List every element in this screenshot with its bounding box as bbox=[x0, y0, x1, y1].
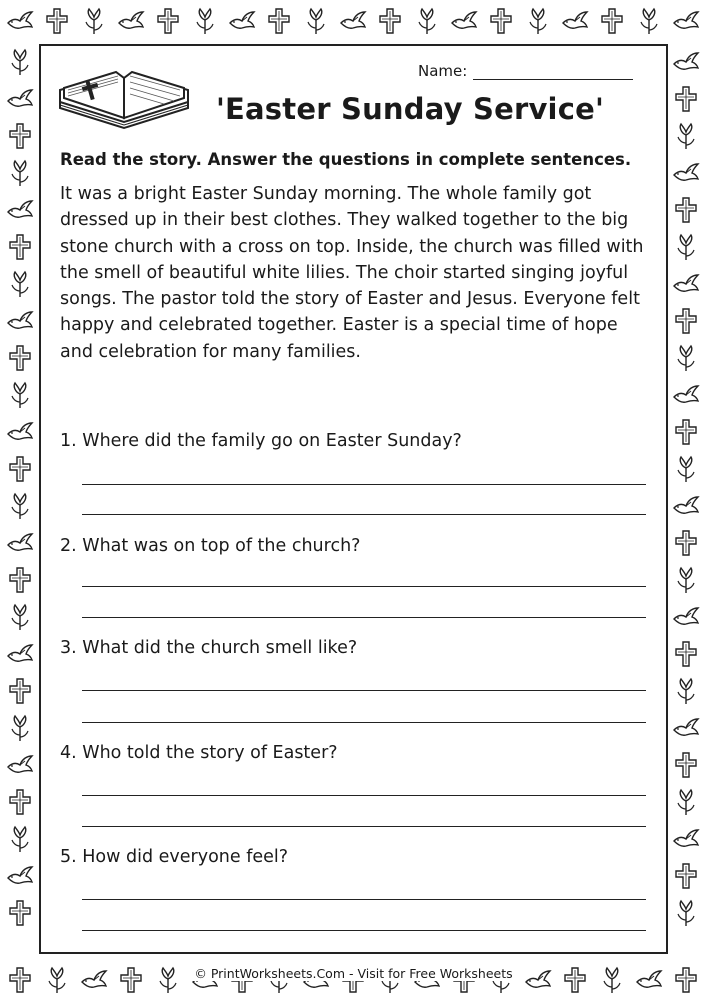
answer-line[interactable] bbox=[82, 514, 646, 515]
open-bible-icon bbox=[54, 60, 194, 135]
answer-line[interactable] bbox=[82, 795, 646, 796]
dove-icon bbox=[338, 6, 368, 36]
answer-line[interactable] bbox=[82, 722, 646, 723]
dove-icon bbox=[5, 195, 35, 225]
dove-icon bbox=[5, 6, 35, 36]
dove-icon bbox=[116, 6, 146, 36]
cross-icon bbox=[671, 306, 701, 336]
question-2: 2. What was on top of the church? bbox=[60, 536, 361, 556]
lily-icon bbox=[671, 232, 701, 262]
lily-icon bbox=[412, 6, 442, 36]
lily-icon bbox=[5, 380, 35, 410]
cross-icon bbox=[5, 676, 35, 706]
instructions: Read the story. Answer the questions in complete sentences. bbox=[60, 150, 632, 169]
lily-icon bbox=[5, 158, 35, 188]
cross-icon bbox=[671, 639, 701, 669]
worksheet-title: 'Easter Sunday Service' bbox=[215, 92, 605, 126]
cross-icon bbox=[671, 528, 701, 558]
question-3: 3. What did the church smell like? bbox=[60, 638, 358, 658]
cross-icon bbox=[671, 417, 701, 447]
cross-icon bbox=[671, 84, 701, 114]
dove-icon bbox=[5, 306, 35, 336]
lily-icon bbox=[671, 343, 701, 373]
lily-icon bbox=[190, 6, 220, 36]
lily-icon bbox=[5, 491, 35, 521]
cross-icon bbox=[5, 121, 35, 151]
cross-icon bbox=[671, 195, 701, 225]
dove-icon bbox=[5, 639, 35, 669]
dove-icon bbox=[671, 380, 701, 410]
cross-icon bbox=[375, 6, 405, 36]
footer-text: © PrintWorksheets.Com - Visit for Free Worksheets bbox=[190, 966, 516, 981]
lily-icon bbox=[671, 565, 701, 595]
answer-line[interactable] bbox=[82, 586, 646, 587]
lily-icon bbox=[5, 269, 35, 299]
cross-icon bbox=[671, 861, 701, 891]
dove-icon bbox=[5, 84, 35, 114]
dove-icon bbox=[671, 6, 701, 36]
dove-icon bbox=[671, 713, 701, 743]
lily-icon bbox=[671, 121, 701, 151]
lily-icon bbox=[671, 787, 701, 817]
cross-icon bbox=[671, 750, 701, 780]
cross-icon bbox=[5, 565, 35, 595]
dove-icon bbox=[671, 491, 701, 521]
answer-line[interactable] bbox=[82, 930, 646, 931]
name-field[interactable] bbox=[418, 62, 633, 80]
dove-icon bbox=[560, 6, 590, 36]
dove-icon bbox=[671, 269, 701, 299]
question-5: 5. How did everyone feel? bbox=[60, 847, 289, 867]
answer-line[interactable] bbox=[82, 826, 646, 827]
name-blank-line[interactable] bbox=[473, 64, 633, 80]
lily-icon bbox=[523, 6, 553, 36]
dove-icon bbox=[449, 6, 479, 36]
lily-icon bbox=[671, 898, 701, 928]
lily-icon bbox=[634, 6, 664, 36]
dove-icon bbox=[5, 417, 35, 447]
lily-icon bbox=[671, 454, 701, 484]
lily-icon bbox=[301, 6, 331, 36]
dove-icon bbox=[5, 528, 35, 558]
cross-icon bbox=[486, 6, 516, 36]
answer-line[interactable] bbox=[82, 484, 646, 485]
cross-icon bbox=[5, 232, 35, 262]
dove-icon bbox=[5, 861, 35, 891]
dove-icon bbox=[671, 824, 701, 854]
cross-icon bbox=[5, 898, 35, 928]
cross-icon bbox=[264, 6, 294, 36]
lily-icon bbox=[5, 602, 35, 632]
answer-line[interactable] bbox=[82, 899, 646, 900]
footer-credit bbox=[0, 966, 707, 981]
story-paragraph: It was a bright Easter Sunday morning. The whole family got dressed up in their best clothes. They walked together to the big stone church with a cross on top. Inside, the church was filled with the smell of beautiful white lilies. The choir started singing joyful songs. The pastor told the story of Easter and Jesus. Everyone felt happy and celebrated together. Easter is a special time of hope and celebration for many families. bbox=[60, 184, 644, 362]
cross-icon bbox=[5, 454, 35, 484]
question-4: 4. Who told the story of Easter? bbox=[60, 743, 338, 763]
answer-line[interactable] bbox=[82, 617, 646, 618]
lily-icon bbox=[671, 676, 701, 706]
lily-icon bbox=[5, 713, 35, 743]
dove-icon bbox=[227, 6, 257, 36]
dove-icon bbox=[5, 750, 35, 780]
cross-icon bbox=[5, 787, 35, 817]
cross-icon bbox=[5, 343, 35, 373]
cross-icon bbox=[153, 6, 183, 36]
dove-icon bbox=[671, 47, 701, 77]
lily-icon bbox=[79, 6, 109, 36]
lily-icon bbox=[5, 824, 35, 854]
cross-icon bbox=[597, 6, 627, 36]
cross-icon bbox=[42, 6, 72, 36]
lily-icon bbox=[5, 47, 35, 77]
question-1: 1. Where did the family go on Easter Sunday? bbox=[60, 431, 462, 451]
name-label: Name: bbox=[418, 62, 468, 80]
answer-line[interactable] bbox=[82, 690, 646, 691]
dove-icon bbox=[671, 602, 701, 632]
dove-icon bbox=[671, 158, 701, 188]
